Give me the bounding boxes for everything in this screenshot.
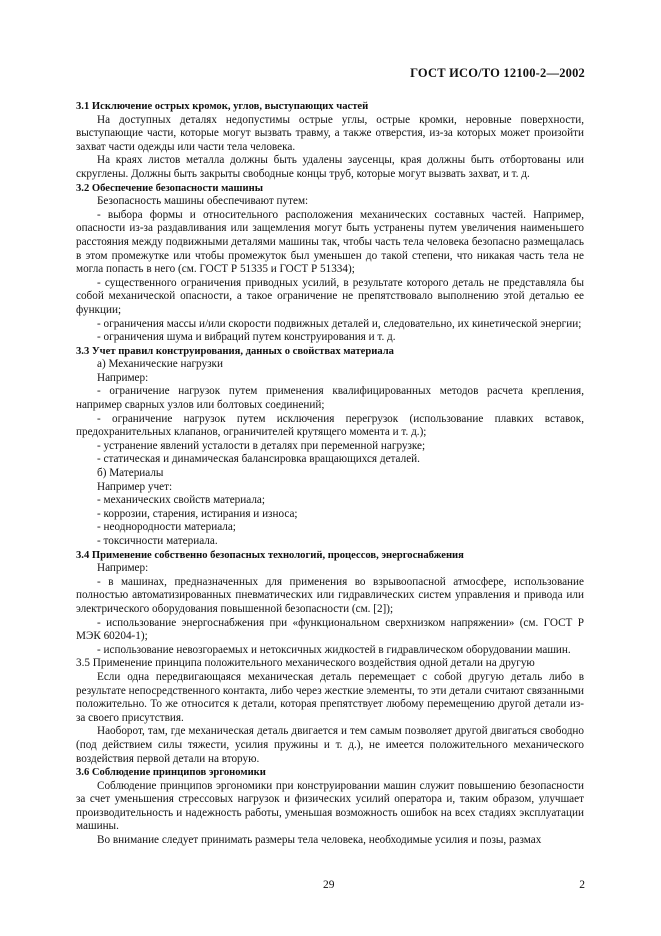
paragraph: Например:	[97, 371, 149, 384]
paragraph: Например учет:	[97, 480, 173, 493]
paragraph: Например:	[97, 562, 149, 575]
paragraph: - в машинах, предназначенных для применения во взрывоопасной атмосфере, использование полностью автоматизированных пневматических или гидравлических систем управления и привода или электрического оборудования повышенной безопасности (см. [2]);	[76, 575, 584, 615]
paragraph: - устранение явлений усталости в деталях при переменной нагрузке;	[97, 439, 426, 452]
page-number: 29	[323, 879, 335, 891]
paragraph: - механических свойств материала;	[97, 494, 265, 507]
paragraph: Во внимание следует принимать размеры тела человека, необходимые усилия и позы, размах	[97, 834, 542, 847]
paragraph: На доступных деталях недопустимы острые углы, острые кромки, неровные поверхности, выступающие части, которые могут вызвать травму, а также отверстия, из-за которых может произойти захват части одежды или части тела человека.	[76, 113, 584, 153]
section-heading: 3.3 Учет правил конструирования, данных о свойствах материала	[76, 345, 394, 357]
paragraph: - существенного ограничения приводных усилий, в результате которого деталь не представляла бы собой механической опасности, а такое ограничение не препятствовало выполнению этой деталью ее функции;	[76, 276, 584, 316]
paragraph: а) Механические нагрузки	[97, 358, 223, 371]
paragraph: - неоднородности материала;	[97, 521, 236, 534]
section-heading: 3.6 Соблюдение принципов эргономики	[76, 767, 266, 779]
paragraph: - ограничение нагрузок путем применения квалифицированных методов расчета крепления, например сварных узлов или болтовых соединений;	[76, 385, 584, 412]
paragraph: Безопасность машины обеспечивают путем:	[97, 195, 309, 208]
paragraph: - использование энергоснабжения при «функциональном сверхнизком напряжении» (см. ГОСТ Р МЭК 60204-1);	[76, 616, 584, 643]
paragraph: - статическая и динамическая балансировка вращающихся деталей.	[97, 453, 420, 466]
document-header: ГОСТ ИСО/ТО 12100-2—2002	[410, 66, 585, 80]
paragraph: Наоборот, там, где механическая деталь двигается и тем самым позволяет другой двигаться свободно (под действием силы тяжести, усилия пружины и т. д.), не имеется положительного механического воздействия первой детали на вторую.	[76, 725, 584, 765]
section-heading: 3.4 Применение собственно безопасных технологий, процессов, энергоснабжения	[76, 549, 464, 561]
paragraph: - ограничение нагрузок путем исключения перегрузок (использование плавких вставок, предохранительных клапанов, ограничителей крутящего момента и т. д.);	[76, 412, 584, 439]
sheet-number: 2	[579, 879, 585, 891]
document-body	[76, 100, 584, 848]
paragraph: - ограничения массы и/или скорости подвижных деталей и, следовательно, их кинетической энергии;	[97, 317, 582, 330]
paragraph: - использование невозгораемых и нетоксичных жидкостей в гидравлическом оборудовании машин.	[97, 643, 571, 656]
paragraph: Соблюдение принципов эргономики при конструировании машин служит повышению безопасности за счет уменьшения стрессовых нагрузок и физических усилий оператора и, таким образом, улучшает производительность и надежность работы, уменьшая возможность ошибок на всех стадиях эксплуатации машины.	[76, 779, 584, 833]
paragraph: б) Материалы	[97, 467, 164, 480]
paragraph: - выбора формы и относительного расположения механических составных частей. Например, опасности из-за раздавливания или защемления могут быть устранены путем увеличения наименьшего расстояния между подвижными деталями машины так, чтобы часть тела человека безопасно размещалась в этом промежутке или чтобы промежуток был уменьшен до такой степени, что никакая часть тела не могла попасть в него (см. ГОСТ Р 51335 и ГОСТ Р 51334);	[76, 208, 584, 276]
paragraph: - ограничения шума и вибраций путем конструирования и т. д.	[97, 331, 396, 344]
paragraph: На краях листов металла должны быть удалены заусенцы, края должны быть отбортованы или скруглены. Должны быть закрыты свободные концы труб, которые могут вызвать захват, и т. д.	[76, 154, 584, 180]
section-heading: 3.5 Применение принципа положительного механического воздействия одной детали на другую	[76, 657, 535, 670]
paragraph: - токсичности материала.	[97, 535, 218, 547]
paragraph: Если одна передвигающаяся механическая деталь перемещает с собой другую деталь либо в результате непосредственного контакта, либо через жесткие элементы, то эти детали считают связанными положительно. То же относится к детали, которая препятствует любому перемещению другой детали из-за своего присутствия.	[76, 670, 584, 724]
section-heading: 3.1 Исключение острых кромок, углов, выступающих частей	[76, 101, 369, 112]
section-heading: 3.2 Обеспечение безопасности машины	[76, 182, 263, 194]
paragraph: - коррозии, старения, истирания и износа;	[97, 507, 298, 520]
